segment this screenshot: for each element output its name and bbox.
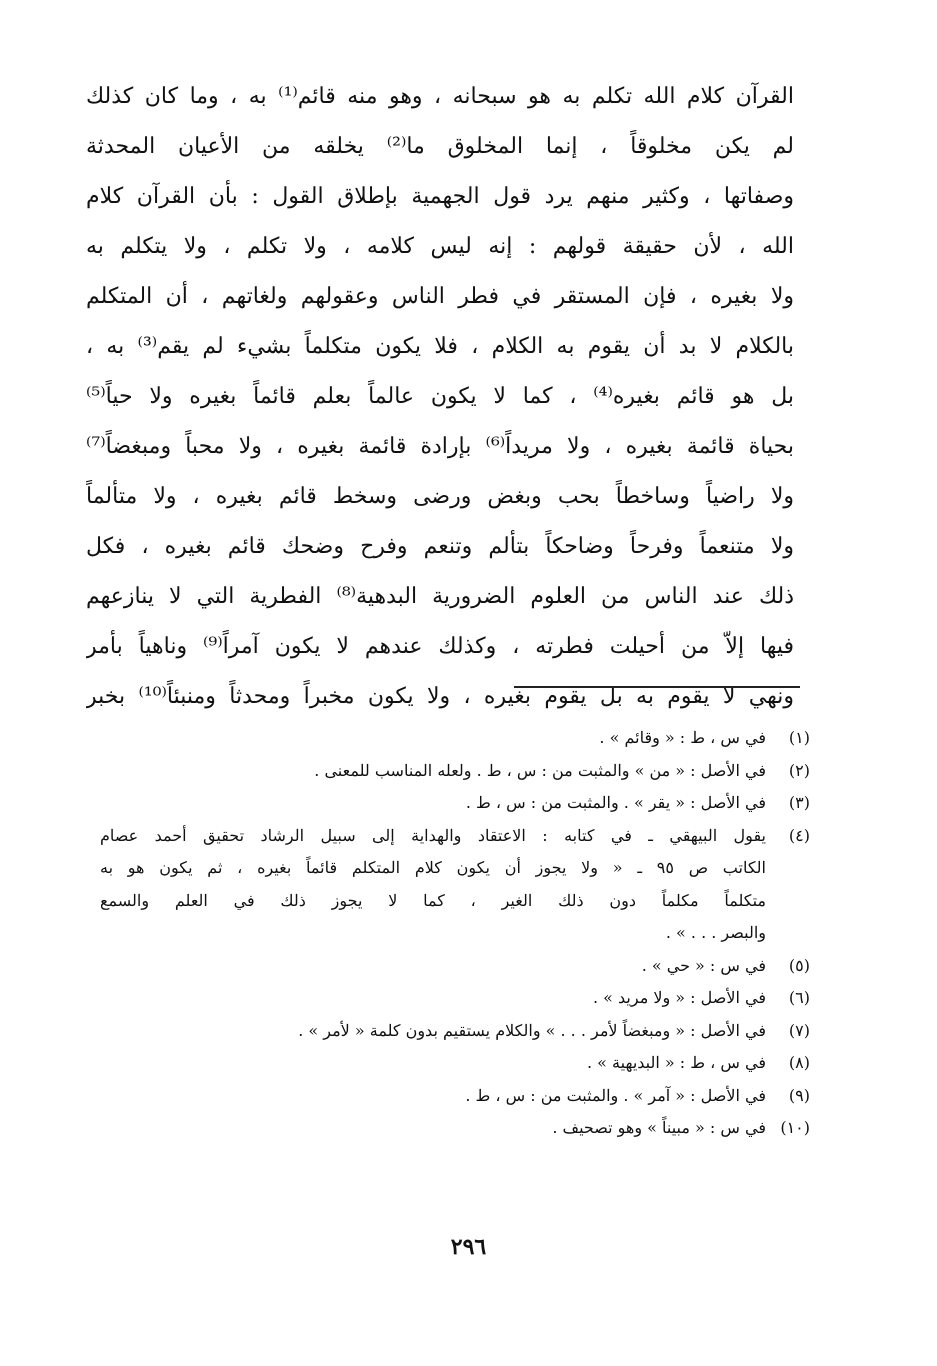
footnote-number: (٦)	[788, 988, 810, 1007]
footnote	[100, 1080, 810, 1113]
main-text-line: ولا بغيره ، فإن المستقر في فطر الناس وعقولهم ولغاتهم ، أن المتكلم	[86, 284, 794, 309]
main-text-line: ذلك عند الناس من العلوم الضرورية البدهية⁽⁸⁾ الفطرية التي لا ينازعهم	[86, 584, 794, 609]
footnote	[100, 1047, 810, 1080]
footnote-number: (٧)	[788, 1020, 810, 1040]
footnote-text	[100, 820, 766, 950]
footnote-line: في س ، ط : « البديهية » .	[587, 1053, 766, 1072]
main-text-line: بحياة قائمة بغيره ، ولا مريداً⁽⁶⁾ بإرادة قائمة بغيره ، ولا محباً ومبغضاً⁽⁷⁾	[86, 434, 794, 459]
footnote-line: في س : « حي » .	[641, 955, 766, 975]
main-text-line: بل هو قائم بغيره⁽⁴⁾ ، كما لا يكون عالماً بعلم قائماً بغيره ولا حياً⁽⁵⁾	[86, 384, 794, 409]
footnote	[100, 755, 810, 788]
footnote-line: متكلماً مكلماً دون ذلك الغير ، كما لا يجوز ذلك في العلم والسمع	[100, 890, 766, 910]
footnote-text	[100, 1112, 766, 1145]
footnote-number: (١)	[788, 728, 810, 747]
page-number: ٢٩٦	[450, 1234, 487, 1260]
footnote-text	[100, 1080, 766, 1113]
footnote-line: في س ، ط : « وقائم » .	[599, 728, 766, 747]
footnote-line: في الأصل : « ومبغضاً لأمر . . . » والكلام يستقيم بدون كلمة « لأمر » .	[298, 1020, 766, 1040]
footnote	[100, 722, 810, 755]
footnote-line: في الأصل : « من » والمثبت من : س ، ط . ولعله المناسب للمعنى .	[314, 760, 766, 780]
footnote	[100, 787, 810, 820]
main-text-line: وصفاتها ، وكثير منهم يرد قول الجهمية بإطلاق القول : بأن القرآن كلام	[86, 184, 794, 209]
main-text-line: ونهي لا يقوم به بل يقوم بغيره ، ولا يكون مخبراً ومحدثاً ومنبئاً⁽¹⁰⁾ بخبر	[86, 684, 794, 709]
footnote-number: (٨)	[788, 1053, 810, 1072]
footnote-line: في الأصل : « يقر » . والمثبت من : س ، ط .	[465, 793, 766, 812]
footnote	[100, 950, 810, 983]
footnote-line: الكاتب ص ٩٥ ـ « ولا يجوز أن يكون كلام المتكلم قائماً بغيره ، ثم يكون هو به	[100, 858, 766, 877]
footnote	[100, 820, 810, 950]
main-text-line: بالكلام لا بد أن يقوم به الكلام ، فلا يكون متكلماً بشيء لم يقم⁽³⁾ به ،	[86, 334, 794, 359]
footnote-line: يقول البيهقي ـ في كتابه : الاعتقاد والهداية إلى سبيل الرشاد تحقيق أحمد عصام	[100, 825, 766, 845]
main-text-line: القرآن كلام الله تكلم به هو سبحانه ، وهو منه قائم⁽¹⁾ به ، وما كان كذلك	[86, 84, 794, 109]
footnote	[100, 982, 810, 1015]
footnote-text	[100, 787, 766, 820]
footnote-separator	[514, 686, 800, 688]
footnote-text	[100, 950, 766, 983]
main-text-line: لم يكن مخلوقاً ، إنما المخلوق ما⁽²⁾ يخلقه من الأعيان المحدثة	[86, 134, 794, 159]
footnote-line: في الأصل : « آمر » . والمثبت من : س ، ط .	[465, 1085, 766, 1105]
footnote-number: (٩)	[788, 1085, 810, 1105]
footnote-text	[100, 755, 766, 788]
footnote-text	[100, 1015, 766, 1048]
main-text-line: فيها إلاّ من أحيلت فطرته ، وكذلك عندهم لا يكون آمراً⁽⁹⁾ وناهياً بأمر	[86, 634, 794, 659]
footnote-number: (١٠)	[780, 1118, 810, 1137]
footnote-line: والبصر . . . » .	[665, 923, 766, 942]
footnote-text	[100, 982, 766, 1015]
footnote-text	[100, 722, 766, 755]
footnotes-block	[100, 722, 810, 1145]
main-text-line: ولا راضياً وساخطاً بحب وبغض ورضى وسخط قائم بغيره ، ولا متألماً	[86, 484, 794, 509]
main-text-block	[86, 72, 794, 722]
footnote-line: في الأصل : « ولا مريد » .	[592, 988, 766, 1007]
footnote-number: (٣)	[788, 793, 810, 812]
footnote-line: في س : « مبيناً » وهو تصحيف .	[552, 1118, 766, 1137]
footnote-number: (٤)	[788, 825, 810, 845]
footnote	[100, 1112, 810, 1145]
footnote	[100, 1015, 810, 1048]
footnote-text	[100, 1047, 766, 1080]
footnote-number: (٥)	[788, 955, 810, 975]
main-text-line: الله ، لأن حقيقة قولهم : إنه ليس كلامه ، ولا تكلم ، ولا يتكلم به	[86, 234, 794, 259]
footnote-number: (٢)	[788, 760, 810, 780]
main-text-line: ولا متنعماً وفرحاً وضاحكاً بتألم وتنعم وفرح وضحك قائم بغيره ، فكل	[86, 534, 794, 559]
